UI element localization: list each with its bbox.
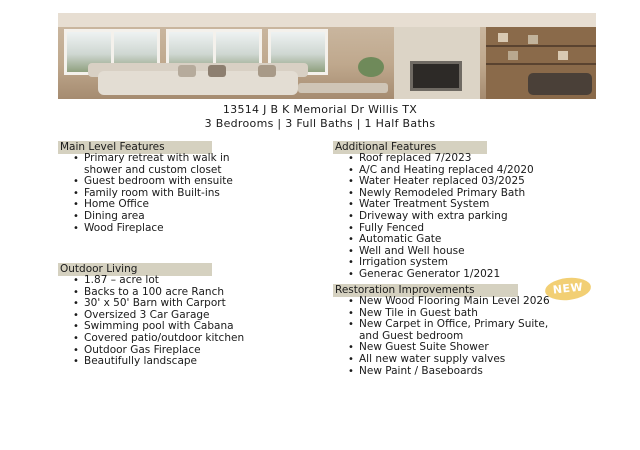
list-item: • Automatic Gate <box>333 234 633 246</box>
list-item: • All new water supply valves <box>333 354 633 366</box>
list-item: • Family room with Built-ins <box>58 188 328 200</box>
list-item: shower and custom closet <box>84 163 222 176</box>
new-badge: NEW <box>544 276 592 303</box>
restoration-list <box>333 296 633 377</box>
main-level-heading: Main Level Features <box>58 141 212 154</box>
list-item: • 30' x 50' Barn with Carport <box>58 298 328 310</box>
list-item: • Backs to a 100 acre Ranch <box>58 287 328 299</box>
list-item: • Irrigation system <box>333 257 633 269</box>
list-item: • Water Heater replaced 03/2025 <box>333 176 633 188</box>
list-item: • Driveway with extra parking <box>333 211 633 223</box>
list-item: • Covered patio/outdoor kitchen <box>58 333 328 345</box>
list-item: • Home Office <box>58 199 328 211</box>
list-item: • New Wood Flooring Main Level 2026 <box>333 296 633 308</box>
list-item: • Fully Fenced <box>333 223 633 235</box>
list-item: • Newly Remodeled Primary Bath <box>333 188 633 200</box>
list-item: • Roof replaced 7/2023 <box>333 153 633 165</box>
list-item: • Beautifully landscape <box>58 356 328 368</box>
list-item: • New Tile in Guest bath <box>333 308 633 320</box>
outdoor-heading: Outdoor Living <box>58 263 212 276</box>
list-item: • New Paint / Baseboards <box>333 366 633 378</box>
main-level-list <box>58 153 328 234</box>
list-item: • Primary retreat with walk in <box>58 153 328 165</box>
property-summary: 3 Bedrooms | 3 Full Baths | 1 Half Baths <box>204 117 436 130</box>
list-item: • 1.87 – acre lot <box>58 275 328 287</box>
list-item: • Guest bedroom with ensuite <box>58 176 328 188</box>
list-item: • A/C and Heating replaced 4/2020 <box>333 165 633 177</box>
list-item: • Well and Well house <box>333 246 633 258</box>
list-item: • New Guest Suite Shower <box>333 342 633 354</box>
list-item: • Wood Fireplace <box>58 223 328 235</box>
list-item: • Generac Generator 1/2021 <box>333 269 633 281</box>
list-item: • Outdoor Gas Fireplace <box>58 345 328 357</box>
list-item: • Dining area <box>58 211 328 223</box>
restoration-heading: Restoration Improvements <box>333 284 518 297</box>
list-item: • New Carpet in Office, Primary Suite, <box>333 319 633 331</box>
living-room-photo <box>58 13 596 99</box>
list-item: • Swimming pool with Cabana <box>58 321 328 333</box>
property-address: 13514 J B K Memorial Dr Willis TX <box>222 103 418 116</box>
list-item: • Water Treatment System <box>333 199 633 211</box>
additional-list <box>333 153 633 281</box>
outdoor-list <box>58 275 328 368</box>
list-item: • Oversized 3 Car Garage <box>58 310 328 322</box>
additional-heading: Additional Features <box>333 141 487 154</box>
list-item: and Guest bedroom <box>359 329 464 342</box>
